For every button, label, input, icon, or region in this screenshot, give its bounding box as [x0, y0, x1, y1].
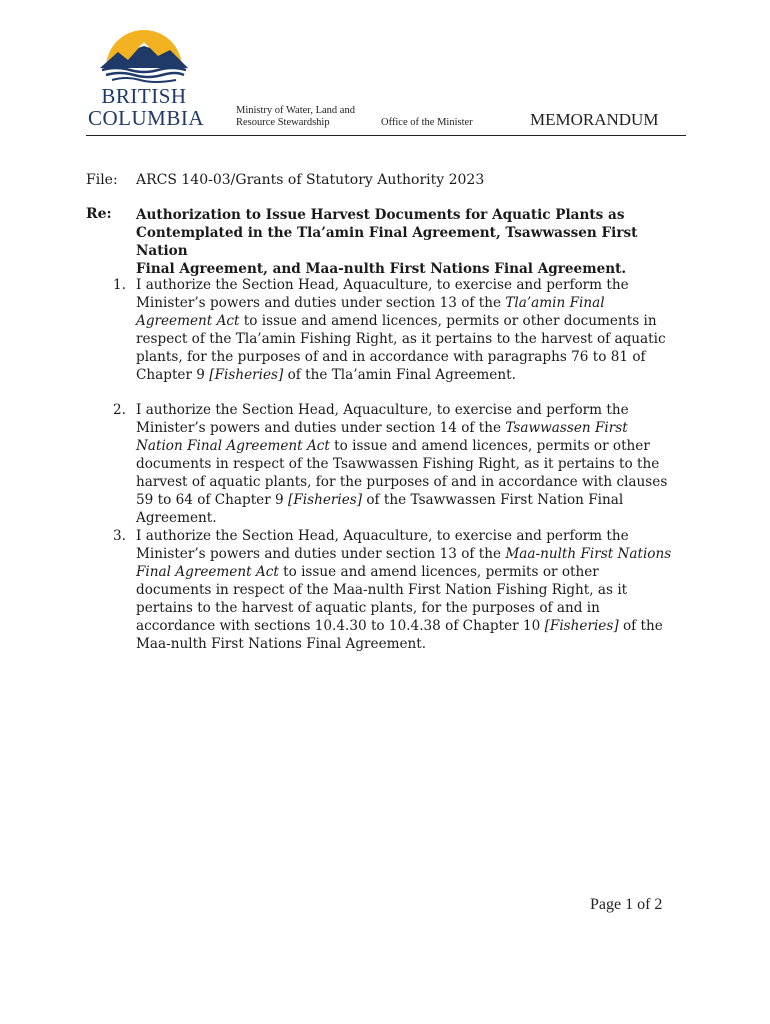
item-text [136, 276, 673, 384]
logo-wordmark-line2: COLUMBIA [88, 106, 205, 130]
item-text-part: I authorize the Section Head, Aquaculture, to exercise and perform the Minister’s powers and duties under section 14 of the [136, 402, 629, 436]
file-value: ARCS 140-03/Grants of Statutory Authority 2023 [136, 172, 485, 188]
office-name: Office of the Minister [381, 117, 473, 128]
item-number: 1. [113, 277, 126, 293]
item-text-part: I authorize the Section Head, Aquaculture, to exercise and perform the Minister’s powers and duties under section 13 of the [136, 277, 629, 311]
authorization-item [113, 401, 673, 527]
re-subject-line1: Authorization to Issue Harvest Documents for Aquatic Plants as [136, 207, 625, 223]
item-text-part: to issue and amend licences, permits or other documents in respect of the Tsawwassen Fishing Right, as it pertains to the harvest of aquatic plants, for the purposes of and in accordance with clauses 59 to 64 of Chapter 9 [136, 438, 668, 508]
chapter-title: [Fisheries] [288, 492, 363, 508]
item-text-part: to issue and amend licences, permits or other documents in respect of the Maa-nulth First Nation Fishing Right, as it pertains to the harvest of aquatic plants, for the purposes of and in accordance with sections 10.4.30 to 10.4.38 of Chapter 10 [136, 564, 628, 634]
re-subject-line2: Contemplated in the Tla’amin Final Agreement, Tsawwassen First Nation [136, 225, 638, 259]
ministry-name-line2: Resource Stewardship [236, 117, 330, 128]
item-text-part: I authorize the Section Head, Aquaculture, to exercise and perform the Minister’s powers and duties under section 13 of the [136, 528, 629, 562]
item-text-part: of the Maa-nulth First Nations Final Agreement. [136, 618, 663, 652]
re-label: Re: [86, 206, 112, 222]
item-text-part: of the Tsawwassen First Nation Final Agreement. [136, 492, 624, 526]
item-text [136, 527, 673, 653]
bc-government-logo [88, 28, 205, 132]
act-title: Maa-nulth First Nations Final Agreement Act [136, 546, 672, 580]
item-number: 2. [113, 402, 126, 418]
sun-mountain-icon [88, 28, 200, 88]
authorization-item [113, 276, 673, 384]
ministry-name-line1: Ministry of Water, Land and [236, 105, 355, 116]
item-text-part: of the Tla’amin Final Agreement. [283, 367, 516, 383]
re-subject-line3: Final Agreement, and Maa-nulth First Nations Final Agreement. [136, 261, 627, 277]
chapter-title: [Fisheries] [209, 367, 284, 383]
header-divider [86, 135, 686, 136]
page-number: Page 1 of 2 [590, 896, 663, 913]
item-number: 3. [113, 528, 126, 544]
act-title: Tsawwassen First Nation Final Agreement Act [136, 420, 628, 454]
item-text-part: to issue and amend licences, permits or other documents in respect of the Tla’amin Fishing Right, as it pertains to the harvest of aquatic plants, for the purposes of and in accordance with paragraphs 76 to 81 of Chapter 9 [136, 313, 666, 383]
ministry-name [236, 105, 376, 129]
authorization-item [113, 527, 673, 653]
re-subject [136, 206, 676, 278]
chapter-title: [Fisheries] [544, 618, 619, 634]
act-title: Tla’amin Final Agreement Act [136, 295, 605, 329]
file-label: File: [86, 172, 118, 188]
item-text [136, 401, 673, 527]
logo-wordmark-line1: BRITISH [101, 84, 187, 108]
document-type: MEMORANDUM [530, 110, 659, 129]
